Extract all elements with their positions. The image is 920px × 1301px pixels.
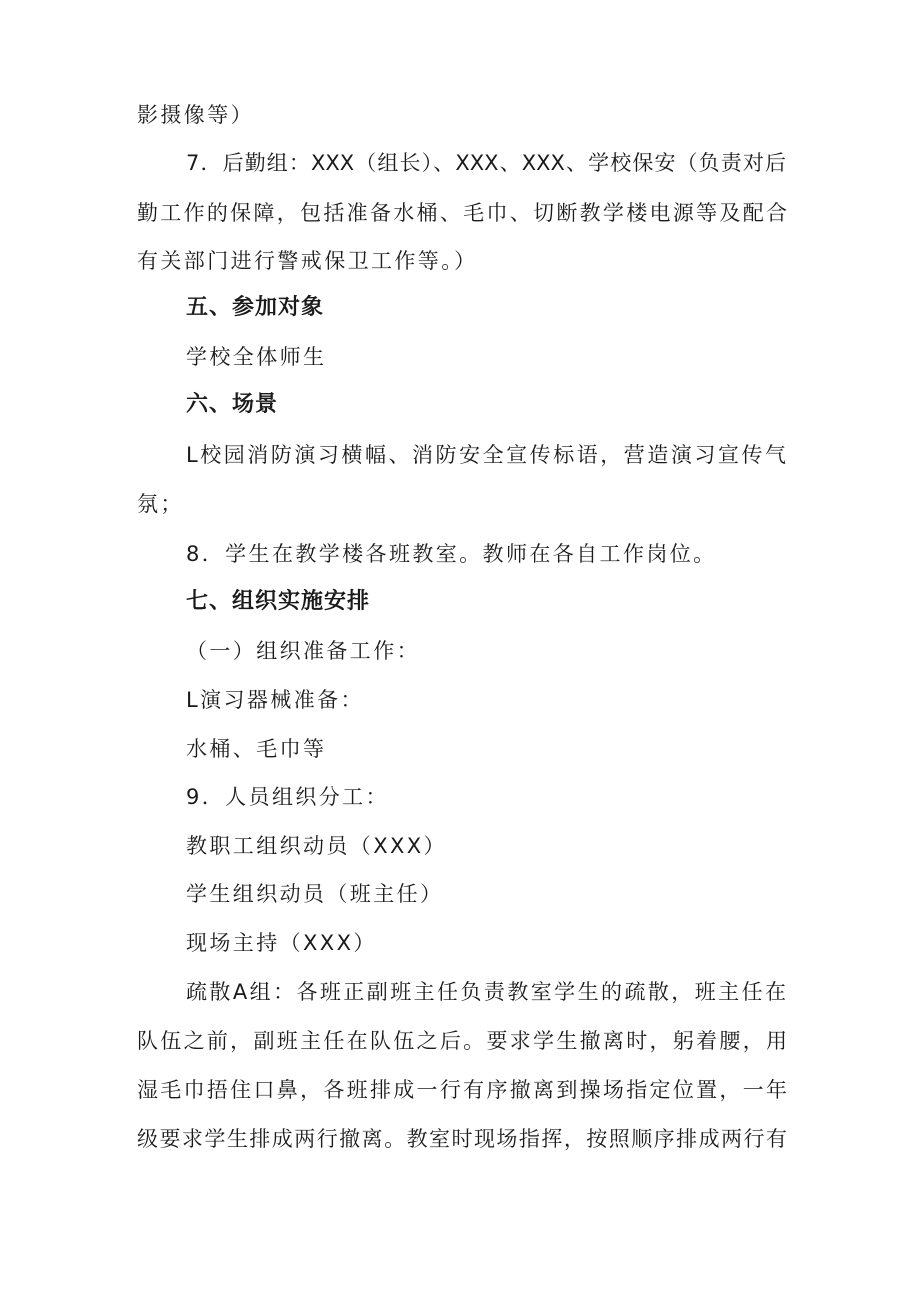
text-line: 8．学生在教学楼各班教室。教师在各自工作岗位。 (186, 542, 717, 566)
text-line: 水桶、毛巾等 (186, 737, 327, 761)
text-line: 级要求学生排成两行撤离。教室时现场指挥，按照顺序排成两行有 (137, 1127, 787, 1151)
text-line: L校园消防演习横幅、消防安全宣传标语，营造演习宣传气 (186, 443, 786, 467)
text-line: 7．后勤组：XXX（组长）、XXX、XXX、学校保安（负责对后 (186, 151, 786, 175)
section-heading: 六、场景 (186, 392, 279, 417)
text-line: 学校全体师生 (186, 345, 327, 369)
subsection-heading: （一）组织准备工作： (186, 639, 420, 663)
section-heading: 五、参加对象 (186, 295, 325, 320)
text-line: 有关部门进行警戒保卫工作等。） (137, 249, 478, 273)
text-line: 疏散A组：各班正副班主任负责教室学生的疏散，班主任在 (186, 980, 786, 1004)
text-line: L演习器械准备： (186, 688, 364, 712)
text-line: 勤工作的保障，包括准备水桶、毛巾、切断教学楼电源等及配合 (137, 201, 787, 225)
text-line: 教职工组织动员（XXX） (186, 834, 447, 858)
section-heading: 七、组织实施安排 (186, 589, 371, 614)
text-line: 9．人员组织分工： (186, 785, 389, 809)
text-line: 学生组织动员（班主任） (186, 882, 444, 906)
text-line: 氛； (137, 492, 184, 516)
text-line: 现场主持（XXX） (186, 931, 377, 955)
text-line: 影摄像等） (137, 103, 254, 127)
text-line: 湿毛巾捂住口鼻，各班排成一行有序撤离到操场指定位置，一年 (137, 1078, 787, 1102)
text-line: 队伍之前，副班主任在队伍之后。要求学生撤离时，躬着腰，用 (137, 1029, 787, 1053)
